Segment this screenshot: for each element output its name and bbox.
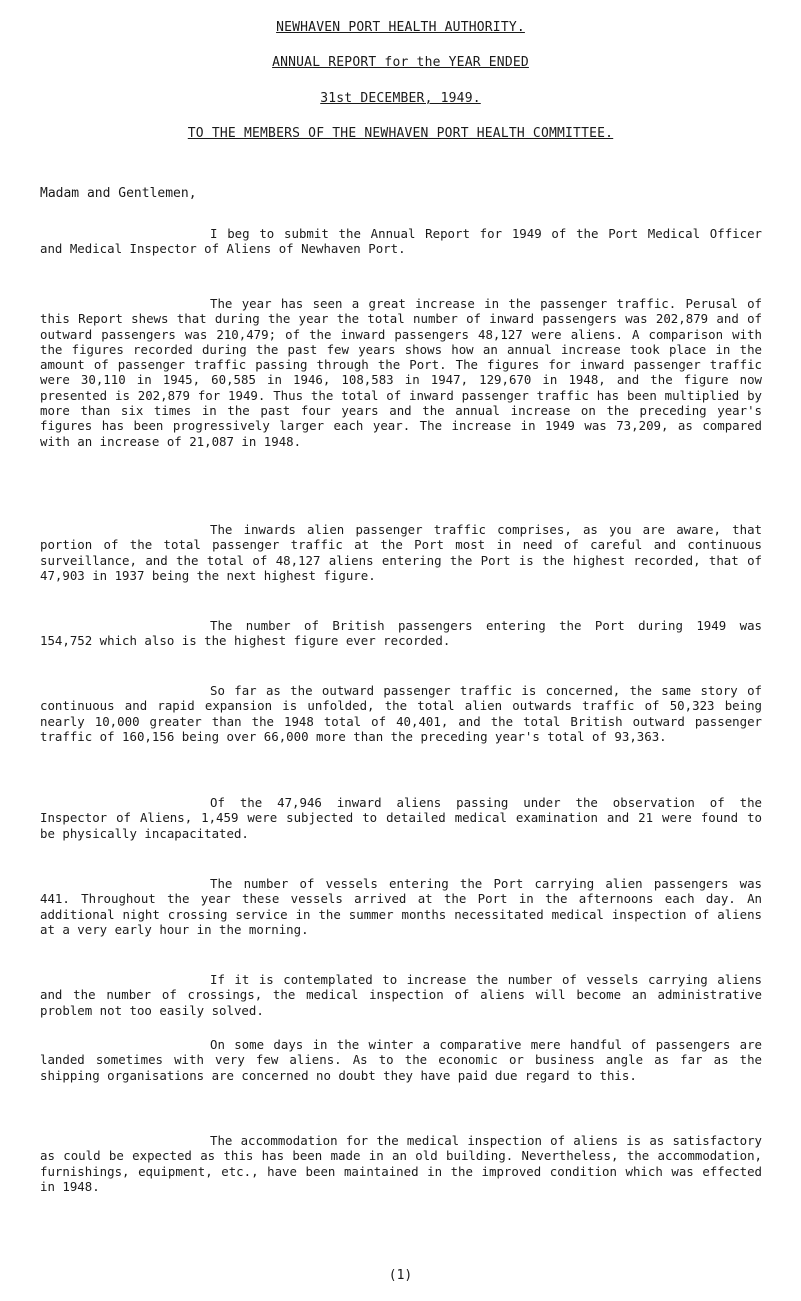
paragraph-intro: I beg to submit the Annual Report for 1949 of the Port Medical Officer and Medical Inspector of Aliens of Newhaven Port. (40, 226, 762, 257)
paragraph-winter-days: On some days in the winter a comparative mere handful of passengers are landed sometimes with very few aliens. As to the economic or business angle as far as the shipping organisations are concerned no doubt they have paid due regard to this. (40, 1037, 762, 1083)
page-number: (1) (388, 1268, 413, 1283)
salutation: Madam and Gentlemen, (40, 186, 197, 201)
paragraph-alien-traffic: The inwards alien passenger traffic comprises, as you are aware, that portion of the total passenger traffic at the Port most in need of careful and continuous surveillance, and the total of 48,127 aliens entering the Port is the highest recorded, that of 47,903 in 1937 being the next highest figure. (40, 522, 762, 583)
paragraph-british-passengers: The number of British passengers entering the Port during 1949 was 154,752 which also is the highest figure ever recorded. (40, 618, 762, 649)
paragraph-vessels: The number of vessels entering the Port carrying alien passengers was 441. Throughout the year these vessels arrived at the Port in the afternoons each day. An additional night crossing service in the summer months necessitated medical inspection of aliens at a very early hour in the morning. (40, 876, 762, 937)
paragraph-passenger-traffic: The year has seen a great increase in the passenger traffic. Perusal of this Report shews that during the year the total number of inward passengers was 202,879 and of outward passengers was 210,479; of the inward passengers 48,127 were aliens. A comparison with the figures recorded during the past few years shows how an annual increase took place in the amount of passenger traffic passing through the Port. The figures for inward passenger traffic were 30,110 in 1945, 60,585 in 1946, 108,583 in 1947, 129,670 in 1948, and the figure now presented is 202,879 for 1949. Thus the total of inward passenger traffic has been multiplied by more than six times in the past four years and the annual increase on the preceding year's figures has been progressively larger each year. The increase in 1949 was 73,209, as compared with an increase of 21,087 in 1948. (40, 296, 762, 449)
paragraph-accommodation: The accommodation for the medical inspection of aliens is as satisfactory as could be expected as this has been made in an old building. Nevertheless, the accommodation, furnishings, equipment, etc., have been maintained in the improved condition which was effected in 1948. (40, 1133, 762, 1194)
authority-heading: NEWHAVEN PORT HEALTH AUTHORITY. (276, 20, 525, 35)
paragraph-crossings: If it is contemplated to increase the number of vessels carrying aliens and the number of crossings, the medical inspection of aliens will become an administrative problem not too easily solved. (40, 972, 762, 1018)
addressee-heading: TO THE MEMBERS OF THE NEWHAVEN PORT HEALTH COMMITTEE. (187, 126, 614, 141)
paragraph-medical-examination: Of the 47,946 inward aliens passing under the observation of the Inspector of Aliens, 1,459 were subjected to detailed medical examination and 21 were found to be physically incapacitated. (40, 795, 762, 841)
report-date: 31st DECEMBER, 1949. (320, 91, 481, 106)
report-title: ANNUAL REPORT for the YEAR ENDED (272, 55, 529, 70)
paragraph-outward-traffic: So far as the outward passenger traffic is concerned, the same story of continuous and rapid expansion is unfolded, the total alien outwards traffic of 50,323 being nearly 10,000 greater than the 1948 total of 40,401, and the total British outward passenger traffic of 160,156 being over 66,000 more than the preceding year's total of 93,363. (40, 683, 762, 744)
